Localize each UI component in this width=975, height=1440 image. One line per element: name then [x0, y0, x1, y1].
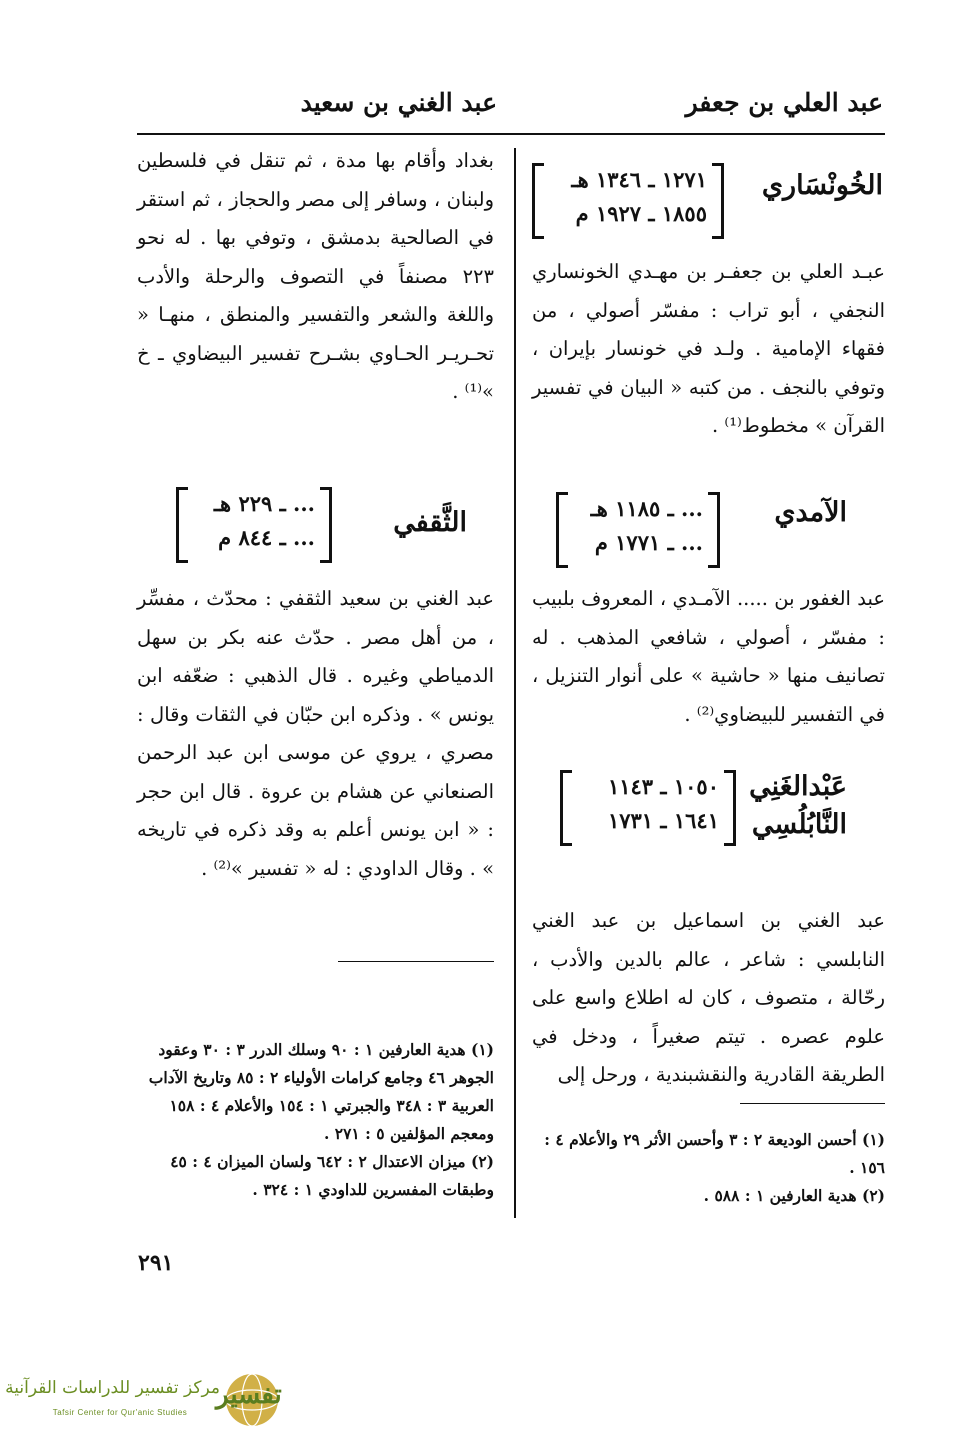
page-number: ٢٩١ [138, 1250, 174, 1276]
hijri-date: ... ـ ٢٢٩ هـ [213, 491, 315, 516]
gregorian-date: ١٦٤١ ـ ١٧٣١ [607, 808, 719, 833]
entry-name-thaqafi: الثَّقفي [393, 507, 467, 538]
date-bracket [532, 163, 724, 239]
tafsir-center-logo [5, 1370, 288, 1428]
footnote: (٢) ميزان الاعتدال ٢ : ٦٤٢ ولسان الميزان ٤ : ٤٥ وطبقات المفسرين للداودي ١ : ٣٢٤ . [170, 1152, 494, 1199]
footnote-separator [740, 1103, 885, 1104]
entry-name-khunsari: الخُونْسَاري [761, 170, 883, 201]
footnotes [532, 1126, 885, 1210]
entry-name-line2: النَّابُلُسِي [751, 809, 847, 840]
date-bracket [556, 492, 720, 568]
date-bracket [176, 487, 332, 563]
entry-body: عبد الغني بن اسماعيل بن عبد الغني النابلسي : شاعر ، عالم بالدين والأدب ، رحّالة ، متصوف ، كان له اطلاع واسع على علوم عصره . تيتم صغيراً ، ودخل في الطريقة القادرية والنقشبندية ، ورحل إلى [532, 909, 885, 1086]
footnote: (١) أحسن الوديعة ٢ : ٣ وأحسن الأثر ٢٩ والأعلام ٤ : ١٥٦ . [544, 1130, 885, 1177]
gregorian-date: ... ـ ٨٤٤ م [218, 525, 315, 550]
column-divider [514, 148, 516, 1218]
entry-name-nabulsi [749, 768, 847, 844]
entry-name-amidi: الآمدي [774, 497, 847, 528]
date-bracket [560, 770, 736, 846]
header-left-title: عبد الغني بن سعيد [300, 88, 497, 117]
continuation-text: بغداد وأقام بها مدة ، ثم تنقل في فلسطين ولبنان ، وسافر إلى مصر والحجاز ، ثم استقر في الصالحية بدمشق ، وتوفي بها . له نحو ٢٢٣ مصنفاً في التصوف والرحلة والأدب واللغة والشعر والتفسير والمنطق ، منهـا « تحـريـر الحـاوي بشـرح تفسير البيضاوي ـ خ »⁽¹⁾ . [137, 149, 494, 403]
gregorian-date: ... ـ ١٧٧١ م [594, 530, 703, 555]
hijri-date: ... ـ ١١٨٥ هـ [590, 496, 703, 521]
header-right-title: عبد العلي بن جعفر [685, 88, 883, 117]
footnote: (٢) هدية العارفين ١ : ٥٨٨ . [703, 1186, 885, 1205]
footnotes [137, 1036, 494, 1204]
logo-english: Tafsir Center for Qur'anic Studies [52, 1408, 188, 1417]
entry-body: عبد الغني بن سعيد الثقفي : محدّث ، مفسِّر ، من أهل مصر . حدّث عنه بكر بن سهل الدمياطي وغيره . قال الذهبي : ضعّفه ابن يونس » . وذكره ابن حبّان في الثقات وقال : مصري ، يروي عن موسى ابن عبد الرحمن الصنعاني عن هشام بن عروة . قال ابن حجر : « ابن يونس أعلم به وقد ذكره في تاريخه » . وقال الداودي : له « تفسير »⁽²⁾ . [137, 587, 494, 880]
logo-arabic: مركز تفسير للدراسات القرآنية [5, 1378, 220, 1398]
footnote: (١) هدية العارفين ١ : ٩٠ وسلك الدرر ٣ : ٣٠ وعقود الجوهر ٤٦ وجامع كرامات الأولياء ٢ : ٨٥ وتاريخ الآداب العربية ٣ : ٣٤٨ والجبرتي ١ : ١٥٤ والأعلام ٤ : ١٥٨ ومعجم المؤلفين ٥ : ٢٧١ . [148, 1040, 494, 1143]
entry-name-line1: عَبْدالغَنِي [749, 771, 847, 802]
footnote-separator [338, 961, 494, 962]
entry-body: عبد الغفور بن ..... الآمـدي ، المعروف بلبيب : مفسّر ، أصولي ، شافعي المذهب . له تصانيف منها « حاشية » على أنوار التنزيل ، في التفسير للبيضاوي⁽²⁾ . [532, 587, 885, 726]
entry-body: عبـد العلي بن جعفـر بن مهـدي الخونساري النجفي ، أبو تراب : مفسّر أصولي ، من فقهاء الإمامية . ولـد في خونسار بإيران ، وتوفي بالنجف . من كتبه « البيان في تفسير القرآن » مخطوط⁽¹⁾ . [532, 260, 885, 437]
hijri-date: ١٢٧١ ـ ١٣٤٦ هـ [571, 167, 707, 192]
gregorian-date: ١٨٥٥ ـ ١٩٢٧ م [575, 201, 707, 226]
header-rule [137, 133, 885, 135]
hijri-date: ١٠٥٠ ـ ١١٤٣ [607, 774, 719, 799]
logo-mark: تفسير [216, 1380, 282, 1410]
